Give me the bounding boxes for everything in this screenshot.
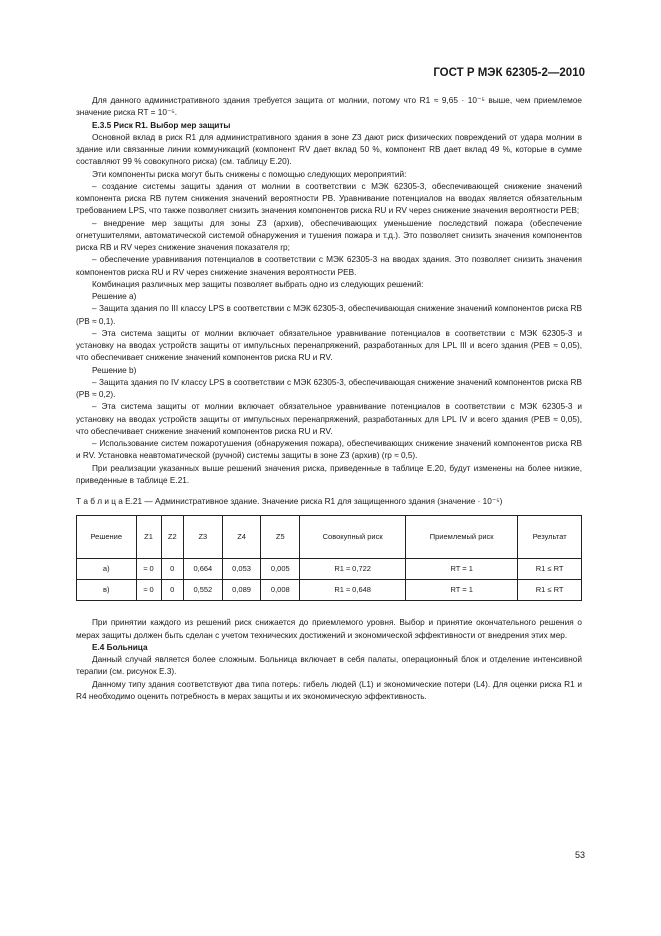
table-cell: 0,552 [183, 580, 222, 601]
table-header-cell: Z2 [161, 516, 183, 559]
paragraphs-after-table [76, 617, 582, 703]
table-cell: R1 ≈ 0,722 [300, 559, 406, 580]
table-header-cell: Совокупный риск [300, 516, 406, 559]
table-header-cell: Z3 [183, 516, 222, 559]
table-cell: 0,008 [261, 580, 300, 601]
section-heading: Е.4 Больница [92, 642, 148, 652]
table-cell: 0 [161, 580, 183, 601]
table-header-cell: Z1 [136, 516, 161, 559]
paragraph: – Использование систем пожаротушения (обнаружения пожара), обеспечивающих снижение значений компонентов риска RB и RV. Установка неавтоматической (ручной) системы защиты в зоне Z3 (архив) (rp ≈ 0,5). [76, 439, 582, 461]
document-body [76, 95, 582, 703]
table-cell: 0,664 [183, 559, 222, 580]
table-row [77, 580, 582, 601]
table-row [77, 559, 582, 580]
paragraph: При принятии каждого из решений риск снижается до приемлемого уровня. Выбор и принятие окончательного решения о мерах защиты должен быть сделан с учетом технических достижений и экономической эффективности от внедрения этих мер. [76, 618, 582, 640]
table-cell: 0 [161, 559, 183, 580]
table-cell: R1 ≤ RT [518, 559, 582, 580]
table-cell: ≈ 0 [136, 580, 161, 601]
table-cell: 0,053 [222, 559, 261, 580]
table-header-row [77, 516, 582, 559]
paragraph: – создание системы защиты здания от молнии в соответствии с МЭК 62305-3, обеспечивающей снижение значений компонента риска RB путем снижения значений вероятности PB. Уравнивание потенциалов на вводах является обязательным требованием LPS, что также позволяет снизить значения компонентов риска RU и RV через снижение значения вероятности PEB; [76, 181, 582, 216]
paragraph: – Эта система защиты от молнии включает обязательное уравнивание потенциалов в соответствии с МЭК 62305-3 и установку на вводах устройств защиты от импульсных перенапряжений, разработанных для LPL III и всего здания (PEB ≈ 0,05), что обеспечивает снижение значений компонентов риска RU и RV. [76, 328, 582, 363]
table-cell: ≈ 0 [136, 559, 161, 580]
standard-header: ГОСТ Р МЭК 62305-2—2010 [433, 67, 585, 79]
paragraph: Основной вклад в риск R1 для административного здания в зоне Z3 дают риск физических повреждений от удара молнии в здание или связанные линии коммуникаций (компонент RV дает вклад 50 %, компонент RB дает вклад 49 %, которые в сумме составляют 99 % совокупного риска) (см. таблицу Е.20). [76, 132, 582, 167]
paragraph: – Эта система защиты от молнии включает обязательное уравнивание потенциалов в соответствии с МЭК 62305-3 и установку на вводах устройств защиты от импульсных перенапряжений, разработанных для LPL IV и всего здания (PEB ≈ 0,05), что обеспечивает снижение значений компонентов риска RU и RV. [76, 402, 582, 436]
table-body [77, 559, 582, 601]
table-cell: 0,005 [261, 559, 300, 580]
paragraph: Данному типу здания соответствуют два типа потерь: гибель людей (L1) и экономические потери (L4). Для оценки риска R1 и R4 необходимо оценить потребность в мерах защиты и их экономическую эффективность. [76, 679, 582, 701]
paragraph: – Защита здания по III классу LPS в соответствии с МЭК 62305-3, обеспечивающая снижение значений компонентов риска RB (PB ≈ 0,1). [76, 304, 582, 326]
paragraph: При реализации указанных выше решений значения риска, приведенные в таблице Е.20, будут изменены на более низкие, приведенные в таблице Е.21. [76, 463, 582, 485]
paragraph: Эти компоненты риска могут быть снижены с помощью следующих мероприятий: [92, 169, 407, 179]
table-cell: в) [77, 580, 137, 601]
table-cell: RT = 1 [406, 580, 518, 601]
paragraph: – Защита здания по IV классу LPS в соответствии с МЭК 62305-3, обеспечивающая снижение значений компонентов риска RB (PB ≈ 0,2). [76, 377, 582, 399]
paragraph: Данный случай является более сложным. Больница включает в себя палаты, операционный блок и отделение интенсивной терапии (см. рисунок Е.3). [76, 655, 582, 677]
table-header-cell: Решение [77, 516, 137, 559]
table-cell: R1 ≈ 0,648 [300, 580, 406, 601]
paragraphs-before-table [76, 95, 582, 487]
table-cell: RT = 1 [406, 559, 518, 580]
table-header-cell: Z4 [222, 516, 261, 559]
paragraph: Решение а) [92, 292, 137, 301]
table-header-cell: Z5 [261, 516, 300, 559]
table-header-cell: Результат [518, 516, 582, 559]
table-caption: Т а б л и ц а Е.21 — Административное здание. Значение риска R1 для защищенного здания (значение · 10⁻⁵) [76, 497, 503, 506]
paragraph: Для данного административного здания требуется защита от молнии, потому что R1 ≈ 9,65 · 10⁻⁵ выше, чем приемлемое значение риска RT = 10⁻⁵. [76, 96, 582, 118]
table-cell: 0,089 [222, 580, 261, 601]
paragraph: – обеспечение уравнивания потенциалов в соответствии с МЭК 62305-3 на вводах здания. Это позволяет снизить значения компонентов риска RU и RV через снижение значения вероятности PEB. [76, 255, 582, 277]
section-heading: Е.3.5 Риск R1. Выбор мер защиты [92, 120, 231, 130]
table-header-cell: Приемлемый риск [406, 516, 518, 559]
risk-table [76, 515, 582, 601]
page-number: 53 [574, 850, 585, 860]
table-cell: а) [77, 559, 137, 580]
table-cell: R1 ≤ RT [518, 580, 582, 601]
paragraph: Комбинация различных мер защиты позволяет выбрать одно из следующих решений: [92, 279, 424, 289]
paragraph: – внедрение мер защиты для зоны Z3 (архив), обеспечивающих уменьшение последствий пожара (обеспечение огнетушителями, автоматической системой обнаружения и тушения пожара и т.д.). Это позволяет снизить значения компонентов риска RB и RV через снижение значения показателя rp; [76, 218, 582, 252]
paragraph: Решение b) [92, 365, 137, 375]
